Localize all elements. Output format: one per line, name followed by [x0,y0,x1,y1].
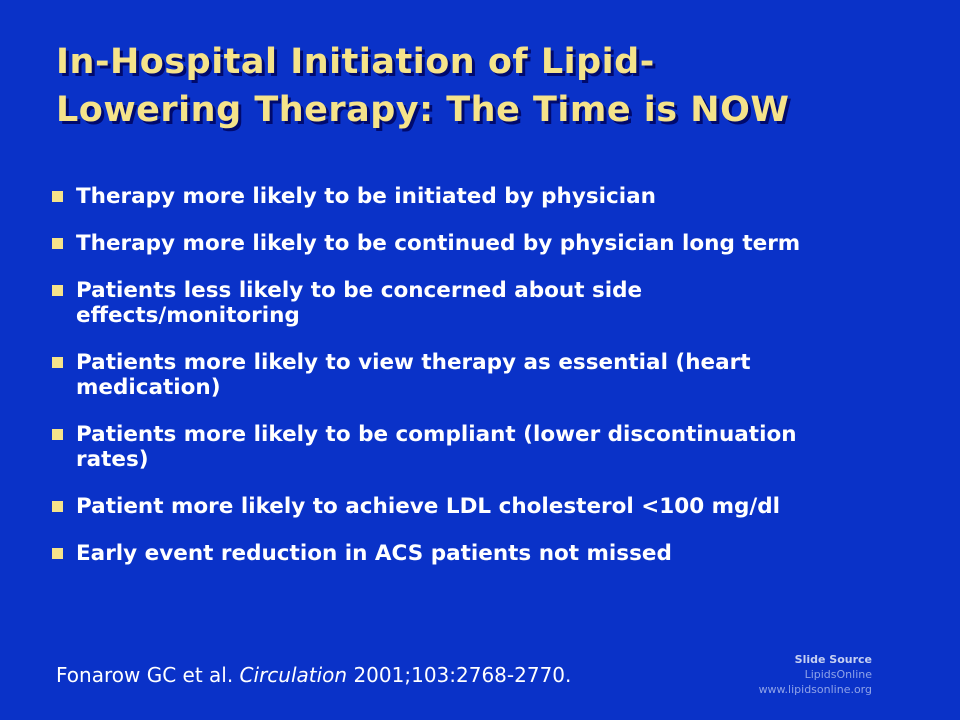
citation-journal: Circulation [239,663,348,687]
bullet-item [52,184,912,209]
citation-details: 2001;103:2768-2770. [347,663,572,687]
bullet-item [52,278,912,328]
bullet-text-continued: rates) [76,447,149,472]
bullet-text: Early event reduction in ACS patients not missed [76,541,672,566]
source-url: www.lipidsonline.org [758,683,872,696]
title-line-1: In-Hospital Initiation of Lipid- [56,42,655,82]
bullet-item [52,422,912,472]
bullet-text: Patients less likely to be concerned about side [76,278,643,303]
square-bullet-icon [52,285,63,296]
citation [56,662,571,688]
bullet-text: Patients more likely to view therapy as essential (heart [76,350,751,375]
square-bullet-icon [52,429,63,440]
square-bullet-icon [52,501,63,512]
bullet-text: Patients more likely to be compliant (lower discontinuation [76,422,797,447]
bullet-text-continued: effects/monitoring [76,303,300,328]
bullet-item [52,350,912,400]
bullet-text: Therapy more likely to be continued by physician long term [76,231,801,256]
title-line-2: Lowering Therapy: The Time is NOW [56,90,790,130]
source-heading: Slide Source [794,653,872,666]
square-bullet-icon [52,191,63,202]
square-bullet-icon [52,548,63,559]
bullet-list [52,184,912,588]
square-bullet-icon [52,238,63,249]
bullet-text-continued: medication) [76,375,221,400]
source-name: LipidsOnline [804,668,872,681]
bullet-item [52,541,912,566]
citation-authors: Fonarow GC et al. [56,663,240,687]
bullet-item [52,231,912,256]
bullet-item [52,494,912,519]
bullet-text: Patient more likely to achieve LDL cholesterol <100 mg/dl [76,494,781,519]
square-bullet-icon [52,357,63,368]
bullet-text: Therapy more likely to be initiated by physician [76,184,656,209]
slide-source [759,652,872,697]
slide-title [56,38,916,134]
